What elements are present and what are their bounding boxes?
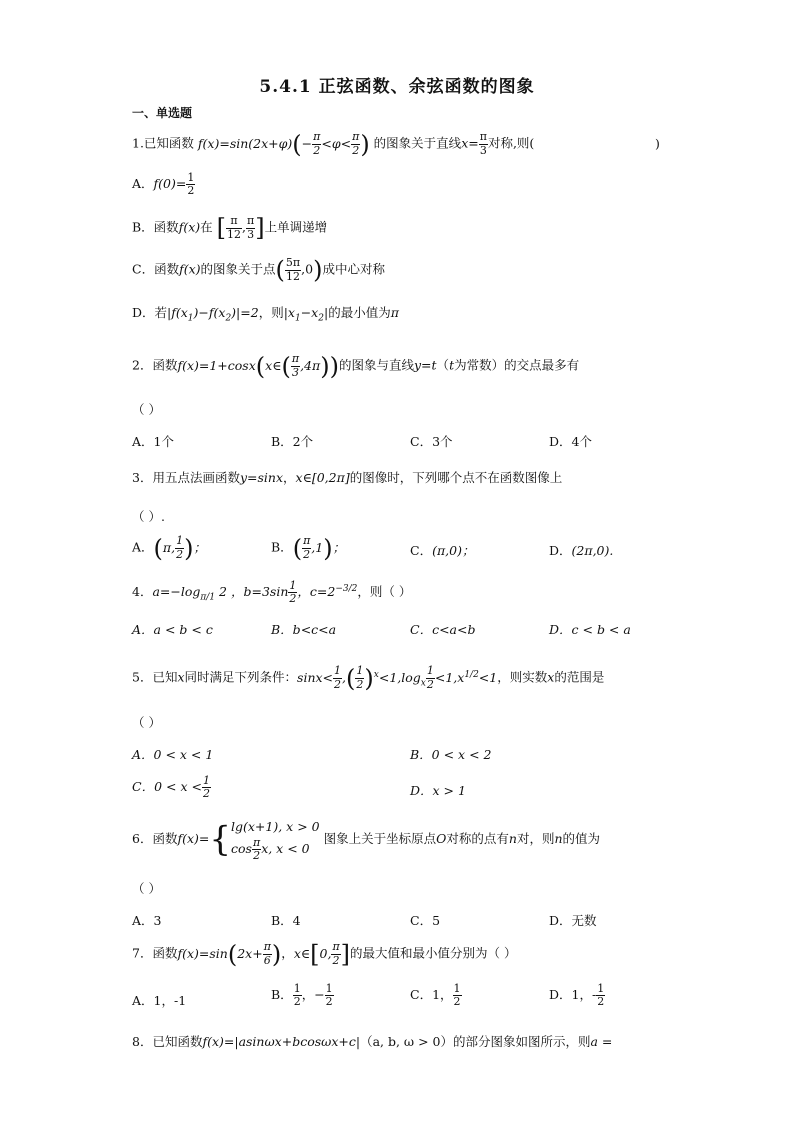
q1-b-suffix: 上单调递增 [264, 219, 328, 235]
q2-option-d: D．4个 [549, 434, 592, 449]
q6-case2-pre: cos [231, 841, 252, 857]
q6-option-c: C．5 [410, 913, 441, 928]
q7-d-label: D．1，- [549, 987, 597, 1003]
question-3: 3．用五点法画函数y=sinx，x∈[0,2π]的图像时，下列哪个点不在函数图像上 [132, 470, 563, 485]
q5-option-b: B．0 < x < 2 [410, 747, 492, 762]
q7-b-label: B． [271, 987, 293, 1003]
section-heading: 一、单选题 [132, 106, 193, 120]
q2-suffix2: 为常数）的交点最多有 [454, 357, 580, 373]
q6-case1: lg(x+1), x > 0 [231, 819, 320, 834]
q7-suffix: 的最大值和最小值分别为（ ） [350, 945, 517, 961]
q1-d-suffix: 的最小值为 [328, 305, 391, 320]
q1-option-a: A．f(0)= $\frac{1}{2}$ [132, 171, 195, 198]
q3-option-d [549, 541, 613, 559]
q3-suffix: 的图像时，下列哪个点不在函数图像上 [349, 470, 563, 485]
q4-option-a: A．a < b < c [132, 622, 213, 637]
q3-c-text: (π,0)； [432, 543, 475, 558]
q1-c-mid: 的图象关于点 [200, 261, 276, 277]
q4-suffix: ，则（ ） [357, 584, 412, 600]
q2-option-b: B．2个 [271, 434, 314, 449]
q1-c-suffix: 成中心对称 [322, 261, 385, 277]
q5-suffix2: 的范围是 [554, 669, 605, 685]
q3-mid: ， [283, 470, 296, 485]
q1-paren-close: ) [655, 136, 660, 151]
q6-option-a: A．3 [132, 913, 162, 928]
q1-c-label: C．函数 [132, 261, 180, 277]
q5-option-c: C．0 < x < $\frac{1}{2}$ [132, 774, 210, 801]
q3-option-a: A．(π, $\frac{1}{2}$ )； [132, 534, 206, 562]
q1-a-label: A． [132, 176, 154, 192]
q3-paren: （ ）. [132, 509, 165, 524]
q8-tail: a = [590, 1034, 613, 1049]
page-title: 5.4.1 正弦函数、余弦函数的图象 [259, 77, 535, 97]
q4-prefix: 4． [132, 584, 153, 600]
question-2: 2．函数f(x)=1+cosx(x∈( $\frac{\pi}{3}$ ,4π))的图象与直线y=t（t为常数）的交点最多有 [132, 352, 580, 380]
q6-paren: （ ） [132, 881, 161, 896]
q5-suffix: ，则实数 [497, 669, 548, 685]
q2-option-c: C．3个 [410, 434, 453, 449]
q2-option-a: A．1个 [132, 434, 174, 449]
q8-prefix: 8．已知函数 [132, 1034, 203, 1049]
q3-c-label: C． [410, 543, 433, 558]
q7-prefix: 7．函数 [132, 945, 178, 961]
q2-mid: 的图象与直线 [338, 357, 414, 373]
q1-option-b: B．函数f(x)在 [ $\frac{\pi}{12}$ , $\frac{\pi}{3}$ ]上单调递增 [132, 214, 328, 242]
question-5: 5．已知x同时满足下列条件：sinx< $\frac{1}{2}$ ,( $\frac{1}{2}$ )$^x<1,\log_x$ $\frac{1}{2}$ $<1,x^{1/2}<1$，则实数x的范围是 [132, 664, 605, 692]
q1-function: f(x)=sin(2x+φ)(− $\frac{\pi}{2}$ <φ< $\frac{\pi}{2}$ ) [197, 130, 370, 158]
q7-option-d: D．1，- $\frac{1}{2}$ [549, 982, 605, 1009]
q1-b-label: B．函数 [132, 219, 179, 235]
q7-option-b: B． $\frac{1}{2}$ ，− $\frac{1}{2}$ [271, 982, 333, 1009]
q3-d-text: (2π,0). [571, 543, 614, 558]
q5-mid: 同时满足下列条件： [184, 669, 298, 685]
q2-prefix: 2．函数 [132, 357, 178, 373]
q1-suffix: 对称,则( [487, 135, 535, 151]
q2-paren: （ ） [132, 402, 161, 417]
q5-option-a: A．0 < x < 1 [132, 747, 214, 762]
q7-option-a: A．1，-1 [132, 993, 187, 1008]
q3-option-b: B．( $\frac{\pi}{2}$ ,1)； [271, 534, 346, 562]
q6-option-d: D．无数 [549, 913, 597, 928]
q5-prefix: 5．已知 [132, 669, 178, 685]
question-6: 6．函数f(x)={ lg(x+1), x > 0 cos $\frac{\pi}{2}$ x, x < 0 图象上关于坐标原点O对称的点有n对，则n的值为 [132, 819, 601, 863]
q3-a-label: A． [132, 539, 154, 555]
q1-b-mid: 在 [200, 219, 213, 235]
q8-suffix: （a, b, ω > 0）的部分图象如图所示，则 [360, 1034, 591, 1049]
question-8: 8．已知函数f(x)=|asinωx+bcosωx+c|（a, b, ω > 0）的部分图象如图所示，则a = [132, 1034, 613, 1049]
q1-option-d: D．若$|f(x_1)-f(x_2)|=2$，则$|x_1-x_2|$的最小值为π [132, 305, 399, 324]
question-4: 4．$a=-\log_{\pi/1}$ 2 ，b=3sin $\frac{1}{2}$ ，$c=2^{-3/2}$，则（ ） [132, 579, 412, 606]
q3-b-label: B． [271, 539, 293, 555]
q1-option-c: C．函数f(x)的图象关于点( $\frac{5\pi}{12}$ ,0)成中心对称 [132, 256, 385, 284]
q5-paren: （ ） [132, 715, 161, 730]
q1-d-mid: ，则 [258, 305, 284, 320]
q6-mid2: 对称的点有 [446, 831, 509, 847]
q7-c-label: C．1， [410, 987, 453, 1003]
q5-option-d: D．x > 1 [410, 783, 466, 798]
q3-prefix: 3．用五点法画函数 [132, 470, 240, 485]
question-1: 1.已知函数 f(x)=sin(2x+φ)(− $\frac{\pi}{2}$ <φ< $\frac{\pi}{2}$ ) 的图象关于直线x= $\frac{\pi}{3}$ 对称,则( [132, 130, 535, 158]
q5-c-text: C．0 < x < [132, 779, 202, 795]
q4-option-b: B．b<c<a [271, 622, 337, 637]
q6-case2-post: x, x < 0 [261, 841, 310, 857]
q6-prefix: 6．函数 [132, 831, 178, 847]
q1-prefix: 1.已知函数 [132, 135, 194, 151]
q3-option-c [410, 541, 474, 559]
q1-mid: 的图象关于直线 [373, 135, 462, 151]
q4-option-d: D．c < b < a [549, 622, 631, 637]
q3-d-label: D． [549, 543, 572, 558]
q7-option-c: C．1， $\frac{1}{2}$ [410, 982, 461, 1009]
question-7: 7．函数f(x)=sin(2x+ $\frac{\pi}{6}$ )，x∈[0, $\frac{\pi}{2}$ ]的最大值和最小值分别为（ ） [132, 940, 517, 968]
q6-mid: 图象上关于坐标原点 [323, 831, 437, 847]
q6-mid3: 对，则 [516, 831, 555, 847]
q1-d-label: D．若 [132, 305, 168, 320]
q4-option-c: C．c<a<b [410, 622, 476, 637]
q2-suffix: （ [436, 357, 450, 373]
q6-option-b: B．4 [271, 913, 301, 928]
q6-suffix: 的值为 [562, 831, 601, 847]
q7-mid: ， [281, 945, 294, 961]
